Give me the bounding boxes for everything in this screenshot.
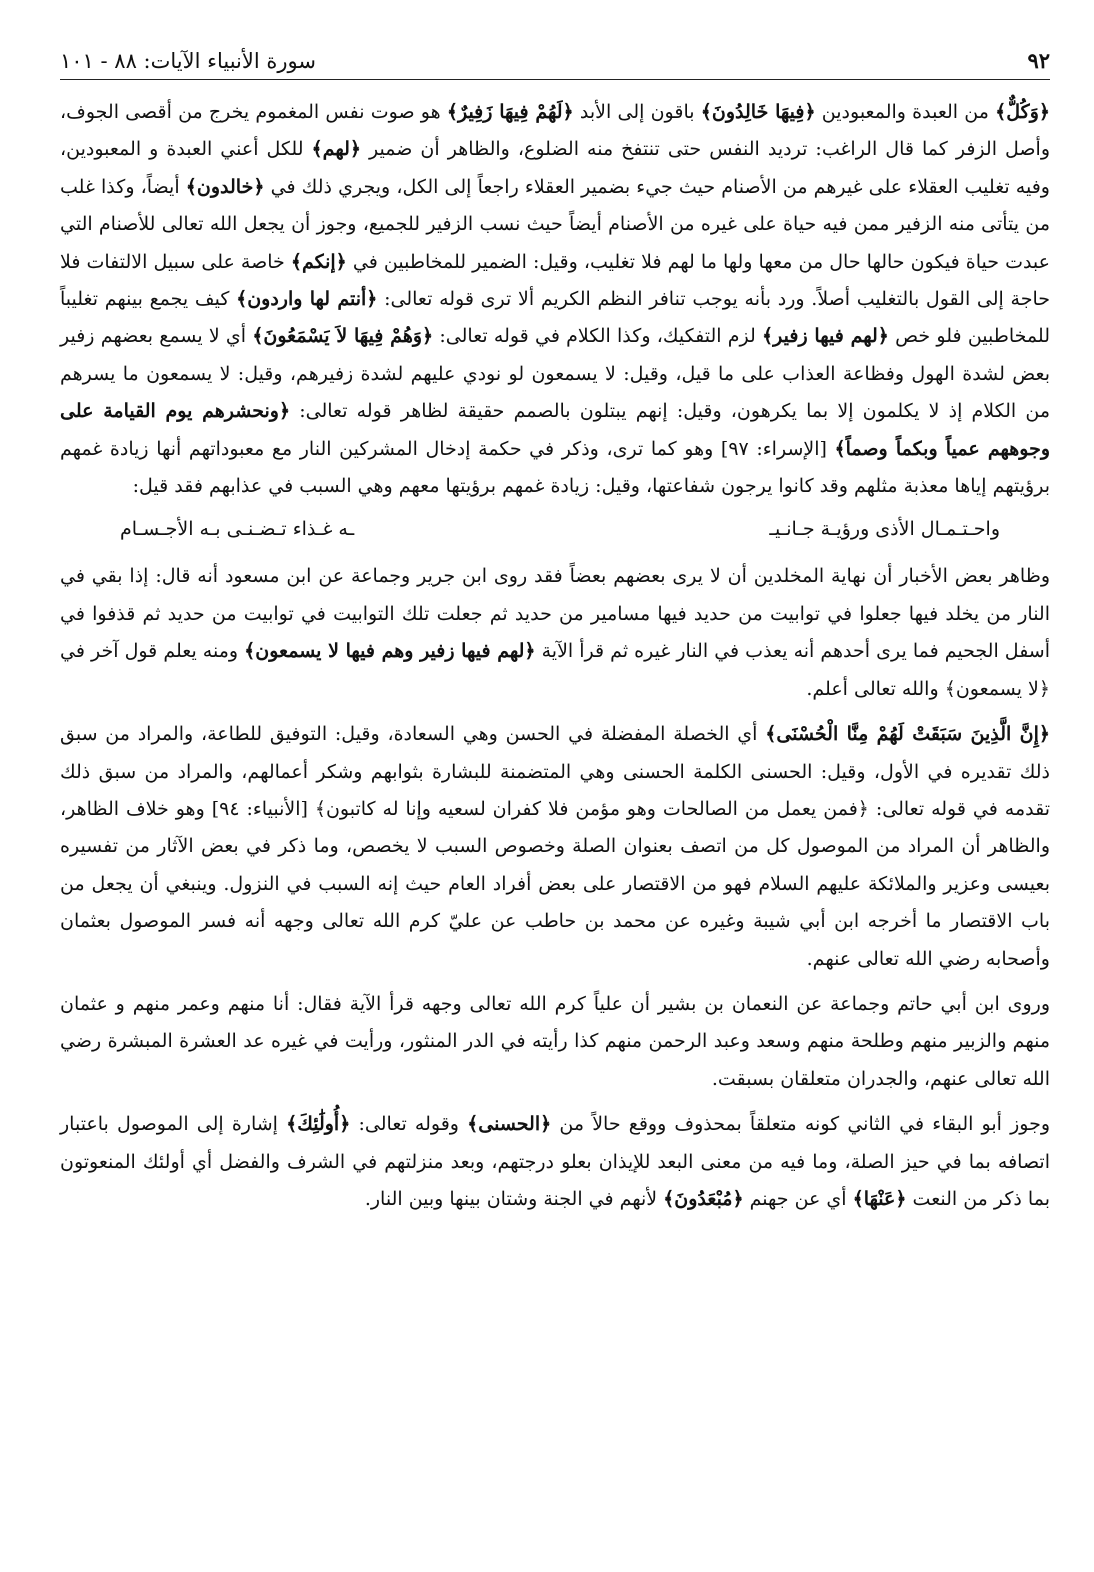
- text-run: من العبدة والمعبودين: [815, 101, 996, 123]
- paragraph-4: [60, 986, 1050, 1098]
- poetry-verse: [60, 511, 1050, 548]
- text-run: [الأنبياء: ٩٤] وهو خلاف الظاهر، والظاهر أن المراد من الموصول كل من اتصف بعنوان الصلة وخصوص السبب لا يخصص، وما ذكر في بعض الآثار من تفسيره بعيسى وعزير والملائكة عليهم السلام فهو من الاقتصار على بعض أفراد العام حيث إنه السبب في النزول. وينبغي أن يجعل من باب الاقتصار ما أخرجه ابن أبي شيبة وغيره عن محمد بن حاطب عن عليّ كرم الله تعالى وجهه أنه فسر الموصول بعثمان وأصحابه رضي الله تعالى عنهم.: [60, 797, 1050, 970]
- quran-quote: ﴿لَهُمْ فِيهَا زَفِيرٌ﴾: [446, 101, 574, 123]
- text-run: خاصة على سبيل الالتفات فلا حاجة إلى القول بالتغليب أصلاً. ورد بأنه يوجب تنافر النظم الكريم ألا ترى قوله تعالى:: [60, 250, 1051, 311]
- quran-quote: ﴿لهم فيها زفير وهم فيها لا يسمعون﴾: [244, 640, 536, 663]
- quran-quote: ﴿وَهُمْ فِيهَا لاَ يَسْمَعُونَ﴾: [252, 325, 434, 348]
- text-run: والله تعالى أعلم.: [806, 677, 945, 700]
- text-run: لزم التفكيك، وكذا الكلام في قوله تعالى:: [433, 325, 763, 348]
- text-run: ﴿لا يسمعون﴾: [944, 677, 1050, 700]
- running-title: سورة الأنبياء الآيات: ٨٨ - ١٠١: [60, 49, 316, 73]
- text-run: [الإسراء: ٩٧] وهو كما ترى، وذكر في حكمة إدخال المشركين النار مع معبوداتهم أنها زيادة غمهم برؤيتهم إياها معذبة مثلهم وقد كانوا يرجون شفاعتها، وقيل: زيادة غمهم برؤيتها معهم وهي السبب في عذابهم فقد قيل:: [60, 437, 1050, 498]
- text-run: أيضاً، وكذا غلب من يتأتى منه الزفير ممن فيه حياة على غيره من الأصنام أيضاً حيث نسب الزفير للجميع، وجوز أن يجعل الله تعالى للأصنام التي عبدت حياة فيكون حالها حال من معها ولها ما لهم فلا تغليب، وقيل: الضمير للمخاطبين في: [60, 175, 1050, 273]
- verse-first-hemistich: واحـتـمـال الأذى ورؤيـة جـانـيـ: [769, 518, 1000, 541]
- text-run: للكل أعني العبدة و المعبودين، وفيه تغليب العقلاء على غيرهم من الأصنام حيث جيء بضمير العقلاء راجعاً إلى الكل، ويجري ذلك في: [60, 138, 1050, 198]
- text-run: أي عن جهنم: [743, 1187, 853, 1210]
- quran-quote: ﴿الحسنى﴾: [467, 1113, 552, 1136]
- quran-quote: ﴿عَنْهَا﴾: [852, 1187, 907, 1210]
- quran-quote: ﴿لهم﴾: [311, 138, 362, 161]
- text-run: باقون إلى الأبد: [573, 101, 701, 123]
- quran-quote: ﴿إِنَّ الَّذِينَ سَبَقَتْ لَهُمْ مِنَّا الْحُسْنَى﴾: [765, 723, 1051, 746]
- quran-quote: ﴿أُولَٰئِكَ﴾: [286, 1113, 351, 1136]
- text-run: كيف يجمع بينهم تغليباً للمخاطبين فلو خص: [60, 288, 1050, 348]
- quran-quote: ﴿إنكم﴾: [290, 250, 347, 273]
- text-run: وجوز أبو البقاء في الثاني كونه متعلقاً بمحذوف ووقع حالاً من: [551, 1113, 1050, 1136]
- text-run: إشارة إلى الموصول باعتبار اتصافه بما في حيز الصلة، وما فيه من معنى البعد للإيذان بعلو درجتهم، وبعد منزلتهم في الشرف والفضل أي أولئك المنعوتون بما ذكر من النعت: [60, 1113, 1050, 1210]
- text-run: هو صوت نفس المغموم يخرج من أقصى الجوف، وأصل الزفر كما قال الراغب: ترديد النفس حتى تنتفخ منه الضلوع، والظاهر أن ضمير: [60, 101, 1050, 161]
- paragraph-5: [60, 1106, 1050, 1218]
- verse-second-hemistich: ـه غـذاء تـضـنـى بـه الأجـسـام: [120, 518, 355, 541]
- text-run: وظاهر بعض الأخبار أن نهاية المخلدين أن لا يرى بعضهم بعضاً فقد روى ابن جرير وجماعة عن ابن مسعود أنه قال: إذا بقي في النار من يخلد فيها جعلوا في توابيت من حديد فيها مسامير من حديد ثم جعلت تلك التوابيت في توابيت من حديد ثم قذفوا في أسفل الجحيم فما يرى أحدهم أنه يعذب في النار غيره ثم قرأ الآية: [60, 565, 1051, 663]
- text-run: أي الخصلة المفضلة في الحسن وهي السعادة، وقيل: التوفيق للطاعة، والمراد من سبق ذلك تقديره في الأول، وقيل: الحسنى الكلمة الحسنى وهي المتضمنة للبشارة بثوابهم وشكر أعمالهم، والمراد من سبق ذلك تقدمه في قوله تعالى:: [60, 723, 1050, 820]
- text-run: ومنه يعلم قول آخر في: [60, 640, 245, 663]
- quran-quote: ﴿ونحشرهم يوم القيامة على وجوههم عمياً وبكماً وصماً﴾: [60, 400, 1050, 460]
- book-page: [60, 48, 1050, 1218]
- page-header: [60, 48, 1050, 80]
- text-run: ﴿فمن يعمل من الصالحات وهو مؤمن فلا كفران لسعيه وإنا له كاتبون﴾: [314, 797, 869, 820]
- text-run: أي لا يسمع بعضهم زفير بعض لشدة الهول وفظاعة العذاب على ما قيل، وقيل: لا يسمعون لو نودي عليهم لشدة زفيرهم، وقيل: لا يسمعون ما يسرهم من الكلام إذ لا يكلمون إلا بما يكرهون، وقيل: إنهم يبتلون بالصمم حقيقة لظاهر قوله تعالى:: [60, 325, 1050, 423]
- page-number: ٩٢: [1027, 48, 1050, 73]
- text-run: وقوله تعالى:: [350, 1113, 468, 1136]
- paragraph-3: [60, 716, 1050, 978]
- quran-quote: ﴿وَكُلٌّ﴾: [995, 101, 1051, 123]
- quran-quote: ﴿لهم فيها زفير﴾: [762, 325, 889, 348]
- body-text: [60, 94, 1050, 1218]
- quran-quote: ﴿فِيهَا خَالِدُونَ﴾: [700, 101, 816, 123]
- text-run: لأنهم في الجنة وشتان بينها وبين النار.: [364, 1187, 664, 1210]
- quran-quote: ﴿خالدون﴾: [185, 175, 265, 198]
- text-run: وروى ابن أبي حاتم وجماعة عن النعمان بن بشير أن علياً كرم الله تعالى وجهه قرأ الآية فقال: أنا منهم وعمر منهم و عثمان منهم والزبير منهم وطلحة منهم وسعد وعبد الرحمن منهم كذا رأيته في الدر المنثور، ورأيت في غيره عد العشرة المبشرة رضي الله تعالى عنهم، والجدران متعلقان بسبقت.: [60, 992, 1050, 1090]
- paragraph-1: [60, 94, 1050, 505]
- quran-quote: ﴿مُبْعَدُونَ﴾: [663, 1187, 744, 1210]
- quran-quote: ﴿أنتم لها واردون﴾: [236, 288, 378, 311]
- paragraph-2: [60, 558, 1050, 708]
